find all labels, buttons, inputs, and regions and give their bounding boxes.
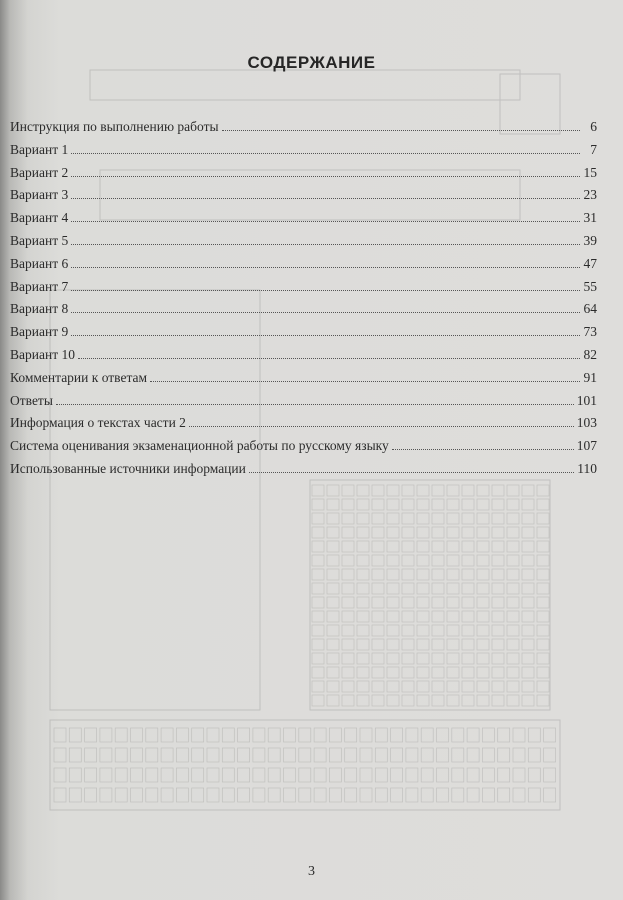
toc-entry-label: Вариант 3 bbox=[10, 187, 69, 203]
toc-entry-label: Система оценивания экзаменационной работы по русскому языку bbox=[10, 438, 389, 454]
toc-entry-page: 64 bbox=[583, 301, 597, 317]
dot-leader bbox=[222, 130, 580, 131]
dot-leader bbox=[56, 404, 574, 405]
dot-leader bbox=[71, 290, 580, 291]
toc-entry-page: 103 bbox=[576, 415, 597, 431]
page-number: 3 bbox=[308, 864, 315, 879]
toc-entry[interactable] bbox=[10, 344, 597, 367]
toc-entry-page: 110 bbox=[577, 460, 597, 476]
toc-entry-label: Вариант 8 bbox=[10, 301, 69, 317]
dot-leader bbox=[71, 335, 580, 336]
toc-entry-label: Вариант 5 bbox=[10, 232, 69, 248]
table-of-contents bbox=[10, 116, 597, 481]
dot-leader bbox=[249, 472, 574, 473]
toc-entry[interactable] bbox=[10, 390, 597, 413]
dot-leader bbox=[78, 358, 580, 359]
toc-entry[interactable] bbox=[10, 458, 597, 481]
toc-entry[interactable] bbox=[10, 162, 597, 185]
toc-entry[interactable] bbox=[10, 412, 597, 435]
page-title: СОДЕРЖАНИЕ bbox=[247, 53, 376, 72]
toc-entry[interactable] bbox=[10, 116, 597, 139]
toc-entry-label: Инструкция по выполнению работы bbox=[10, 119, 219, 134]
toc-entry-label: Вариант 7 bbox=[10, 278, 69, 294]
toc-entry-label: Вариант 2 bbox=[10, 164, 69, 180]
toc-entry-page: 82 bbox=[583, 346, 597, 362]
dot-leader bbox=[71, 221, 580, 222]
toc-entry-page: 23 bbox=[583, 187, 597, 203]
dot-leader bbox=[71, 198, 580, 199]
toc-entry[interactable] bbox=[10, 184, 597, 207]
toc-entry[interactable] bbox=[10, 435, 597, 458]
dot-leader bbox=[71, 312, 580, 313]
dot-leader bbox=[71, 153, 580, 154]
toc-entry-page: 101 bbox=[576, 392, 597, 408]
toc-entry-label: Вариант 6 bbox=[10, 255, 69, 271]
dot-leader bbox=[71, 176, 580, 177]
toc-entry-page: 47 bbox=[583, 255, 597, 271]
toc-entry-page: 107 bbox=[576, 438, 597, 454]
toc-entry-label: Вариант 10 bbox=[10, 346, 75, 362]
toc-entry[interactable] bbox=[10, 367, 597, 390]
toc-entry-page: 55 bbox=[583, 278, 597, 294]
toc-entry-label: Информация о текстах части 2 bbox=[10, 415, 186, 431]
toc-entry-page: 91 bbox=[583, 369, 597, 385]
toc-entry-label: Вариант 9 bbox=[10, 324, 69, 340]
dot-leader bbox=[189, 426, 574, 427]
dot-leader bbox=[71, 244, 580, 245]
toc-entry[interactable] bbox=[10, 230, 597, 253]
dot-leader bbox=[392, 449, 574, 450]
dot-leader bbox=[150, 381, 580, 382]
toc-entry[interactable] bbox=[10, 207, 597, 230]
toc-entry-label: Вариант 1 bbox=[10, 141, 69, 157]
toc-entry-page: 31 bbox=[583, 210, 597, 226]
toc-entry-page: 39 bbox=[583, 232, 597, 248]
toc-entry-page: 6 bbox=[590, 119, 597, 134]
bleed-through-cells bbox=[54, 485, 556, 802]
toc-entry-label: Ответы bbox=[10, 392, 53, 408]
toc-entry-page: 7 bbox=[590, 141, 597, 157]
toc-entry[interactable] bbox=[10, 276, 597, 299]
toc-entry-label: Вариант 4 bbox=[10, 210, 69, 226]
toc-entry[interactable] bbox=[10, 321, 597, 344]
toc-entry[interactable] bbox=[10, 139, 597, 162]
toc-entry-page: 15 bbox=[583, 164, 597, 180]
toc-entry-label: Комментарии к ответам bbox=[10, 369, 148, 385]
toc-entry-page: 73 bbox=[583, 324, 597, 340]
toc-entry[interactable] bbox=[10, 253, 597, 276]
toc-entry[interactable] bbox=[10, 298, 597, 321]
dot-leader bbox=[71, 267, 580, 268]
toc-entry-label: Использованные источники информации bbox=[10, 460, 246, 476]
